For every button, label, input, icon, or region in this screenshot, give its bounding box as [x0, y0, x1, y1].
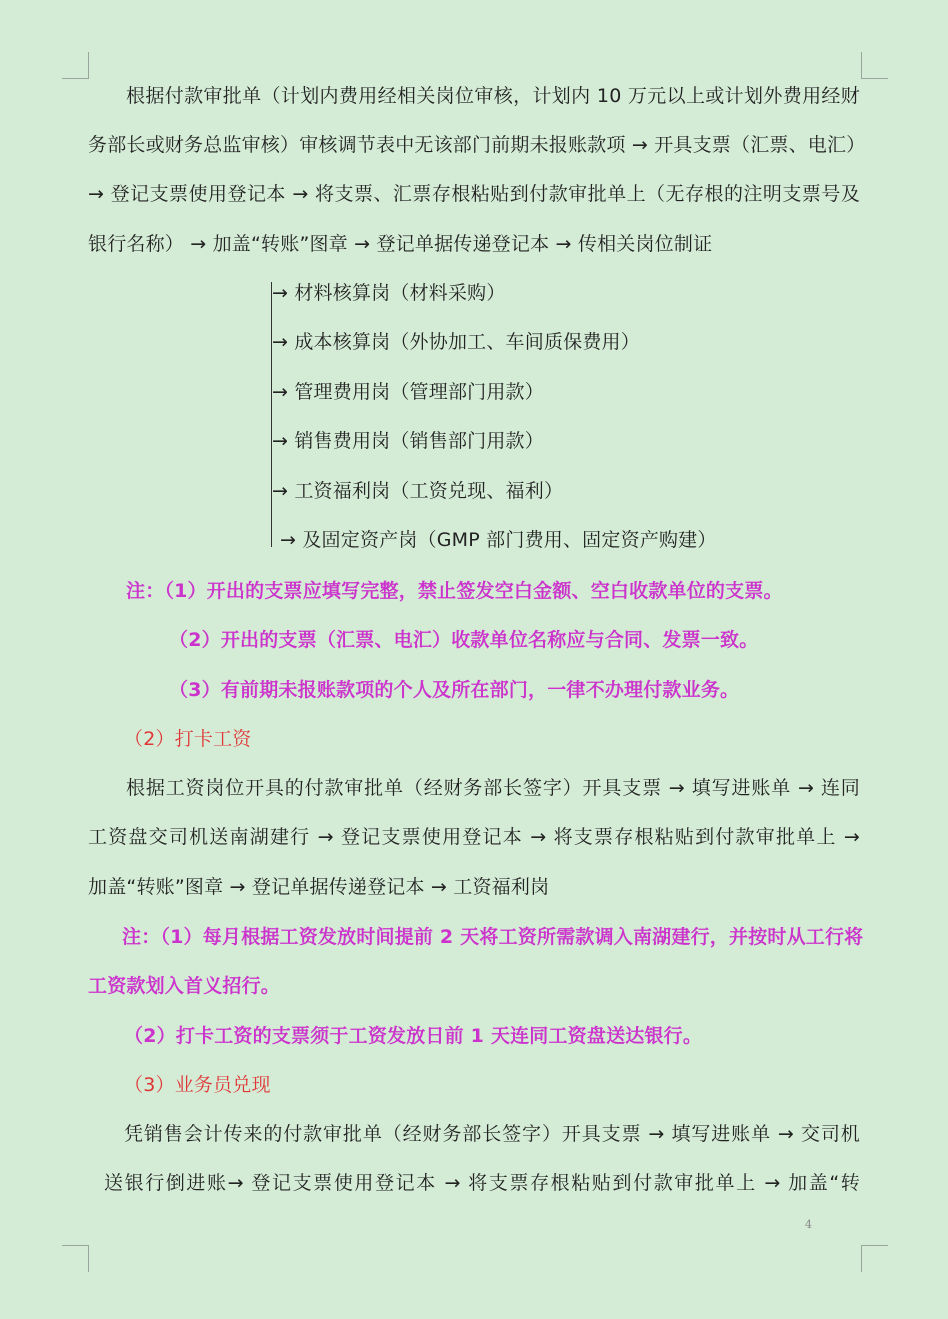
crop-mark-top-right	[861, 52, 888, 79]
note2-line2: 工资款划入首义招行。	[88, 975, 281, 997]
branch-item-payroll: → 工资福利岗（工资兑现、福利）	[272, 480, 564, 502]
section-heading-salesman-payout: （3）业务员兑现	[124, 1074, 271, 1096]
note2-line1: 注：（1）每月根据工资发放时间提前 2 天将工资所需款调入南湖建行，并按时从工行将	[122, 926, 864, 948]
page-number: 4	[805, 1218, 812, 1231]
note1-item1: 注：（1）开出的支票应填写完整，禁止签发空白金额、空白收款单位的支票。	[126, 580, 783, 602]
para3-line2: 送银行倒进账→ 登记支票使用登记本 → 将支票存根粘贴到付款审批单上 → 加盖“转	[104, 1172, 860, 1194]
branch-connector-line	[271, 282, 272, 547]
para1-line1: 根据付款审批单（计划内费用经相关岗位审核，计划内 10 万元以上或计划外费用经财	[126, 85, 860, 107]
para1-line2: 务部长或财务总监审核）审核调节表中无该部门前期未报账款项 → 开具支票（汇票、电汇）	[88, 134, 866, 156]
para2-line2: 工资盘交司机送南湖建行 → 登记支票使用登记本 → 将支票存根粘贴到付款审批单上 →	[88, 826, 860, 848]
para3-line1: 凭销售会计传来的付款审批单（经财务部长签字）开具支票 → 填写进账单 → 交司机	[124, 1123, 860, 1145]
para1-line4: 银行名称） → 加盖“转账”图章 → 登记单据传递登记本 → 传相关岗位制证	[88, 233, 713, 255]
branch-item-cost: → 成本核算岗（外协加工、车间质保费用）	[272, 331, 640, 353]
para2-line1: 根据工资岗位开具的付款审批单（经财务部长签字）开具支票 → 填写进账单 → 连同	[126, 777, 860, 799]
branch-item-admin-expense: → 管理费用岗（管理部门用款）	[272, 381, 544, 403]
branch-item-fixed-assets: → 及固定资产岗（GMP 部门费用、固定资产购建）	[280, 529, 717, 551]
crop-mark-top-left	[62, 52, 89, 79]
crop-mark-bottom-left	[62, 1245, 89, 1272]
para1-line3: → 登记支票使用登记本 → 将支票、汇票存根粘贴到付款审批单上（无存根的注明支票号及	[88, 183, 860, 205]
para2-line3: 加盖“转账”图章 → 登记单据传递登记本 → 工资福利岗	[88, 876, 550, 898]
branch-item-sales-expense: → 销售费用岗（销售部门用款）	[272, 430, 544, 452]
section-heading-card-salary: （2）打卡工资	[124, 728, 252, 750]
crop-mark-bottom-right	[861, 1245, 888, 1272]
branch-item-materials: → 材料核算岗（材料采购）	[272, 282, 506, 304]
note2-line3: （2）打卡工资的支票须于工资发放日前 1 天连同工资盘送达银行。	[124, 1025, 703, 1047]
note1-item3: （3）有前期未报账款项的个人及所在部门，一律不办理付款业务。	[169, 679, 740, 701]
note1-item2: （2）开出的支票（汇票、电汇）收款单位名称应与合同、发票一致。	[169, 629, 759, 651]
